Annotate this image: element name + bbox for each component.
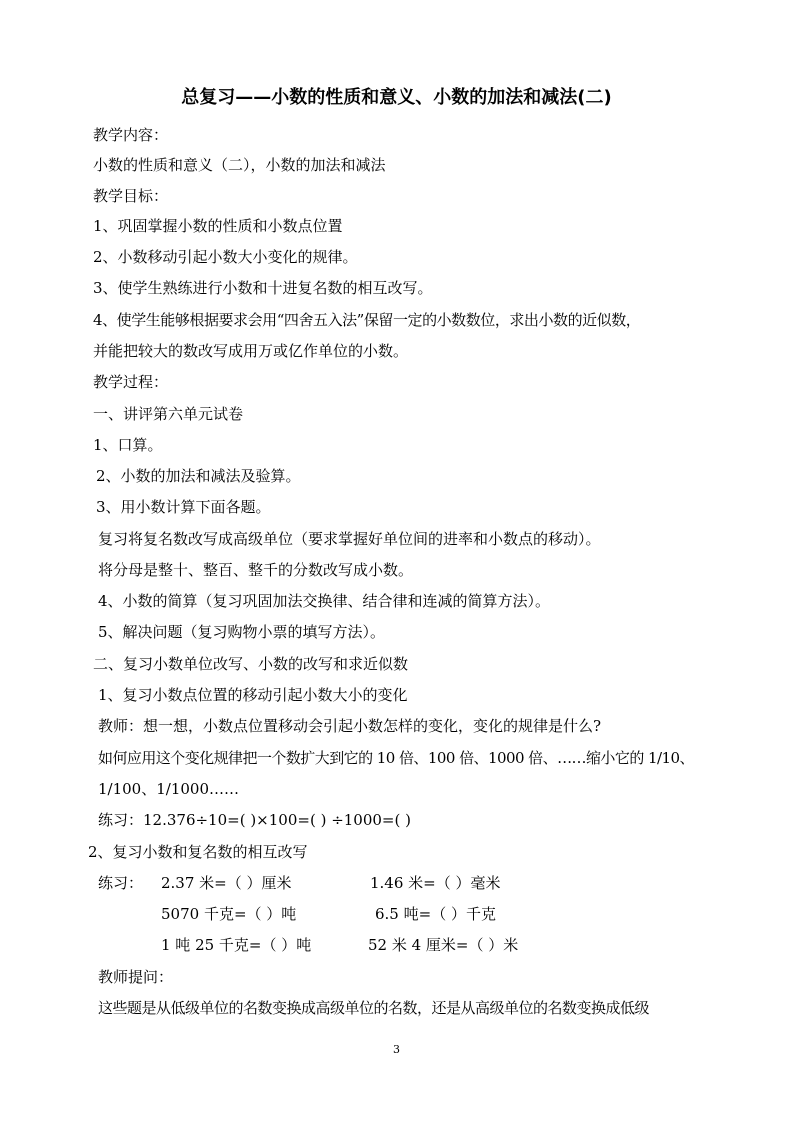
text-line: 教师：想一想，小数点位置移动会引起小数怎样的变化，变化的规律是什么? xyxy=(98,717,602,735)
text-line: 教学内容： xyxy=(93,126,169,144)
exercise-item: 6.5 吨=（ ）千克 xyxy=(375,905,496,923)
text-line: 4、小数的简算（复习巩固加法交换律、结合律和连减的简算方法）。 xyxy=(98,592,551,610)
text-line: 练习：12.376÷10=( )×100=( ) ÷1000=( ) xyxy=(98,811,411,829)
text-line: 如何应用这个变化规律把一个数扩大到它的 10 倍、100 倍、1000 倍、……缩小它的 1/10、 xyxy=(98,749,694,767)
text-line: 3、用小数计算下面各题。 xyxy=(96,498,271,516)
text-line: 二、复习小数单位改写、小数的改写和求近似数 xyxy=(93,655,409,673)
text-line: 将分母是整十、整百、整千的分数改写成小数。 xyxy=(98,561,414,579)
exercise-item: 52 米 4 厘米=（ ）米 xyxy=(368,936,519,954)
text-line: 4、使学生能够根据要求会用“四舍五入法”保留一定的小数数位，求出小数的近似数， xyxy=(93,311,641,329)
text-line: 并能把较大的数改写成用万或亿作单位的小数。 xyxy=(93,342,409,360)
text-line: 小数的性质和意义（二），小数的加法和减法 xyxy=(93,156,386,174)
page-title: 总复习——小数的性质和意义、小数的加法和减法(二) xyxy=(181,87,612,108)
text-line: 教学过程： xyxy=(93,373,169,391)
text-line: 教师提问： xyxy=(98,968,174,986)
text-line: 1、巩固掌握小数的性质和小数点位置 xyxy=(93,217,343,235)
exercise-item: 5070 千克=（ ）吨 xyxy=(161,905,297,923)
text-line: 3、使学生熟练进行小数和十进复名数的相互改写。 xyxy=(93,279,433,297)
exercise-item: 1.46 米=（ ）毫米 xyxy=(370,874,501,892)
text-line: 2、复习小数和复名数的相互改写 xyxy=(88,843,308,861)
text-line: 1、复习小数点位置的移动引起小数大小的变化 xyxy=(98,686,408,704)
text-line: 复习将复名数改写成高级单位（要求掌握好单位间的进率和小数点的移动）。 xyxy=(98,530,601,548)
text-line: 一、讲评第六单元试卷 xyxy=(93,405,244,423)
text-line: 2、小数移动引起小数大小变化的规律。 xyxy=(93,248,358,266)
text-line: 1/100、1/1000…… xyxy=(98,780,239,798)
text-line: 1、口算。 xyxy=(93,436,163,454)
text-line: 5、解决问题（复习购物小票的填写方法）。 xyxy=(98,623,386,641)
exercise-label: 练习： xyxy=(98,874,144,892)
text-line: 教学目标： xyxy=(93,187,169,205)
exercise-item: 1 吨 25 千克=（ ）吨 xyxy=(161,936,312,954)
page-number: 3 xyxy=(393,1043,400,1056)
text-line: 2、小数的加法和减法及验算。 xyxy=(96,467,301,485)
exercise-item: 2.37 米=（ ）厘米 xyxy=(161,874,292,892)
text-line: 这些题是从低级单位的名数变换成高级单位的名数，还是从高级单位的名数变换成低级 xyxy=(98,999,650,1017)
